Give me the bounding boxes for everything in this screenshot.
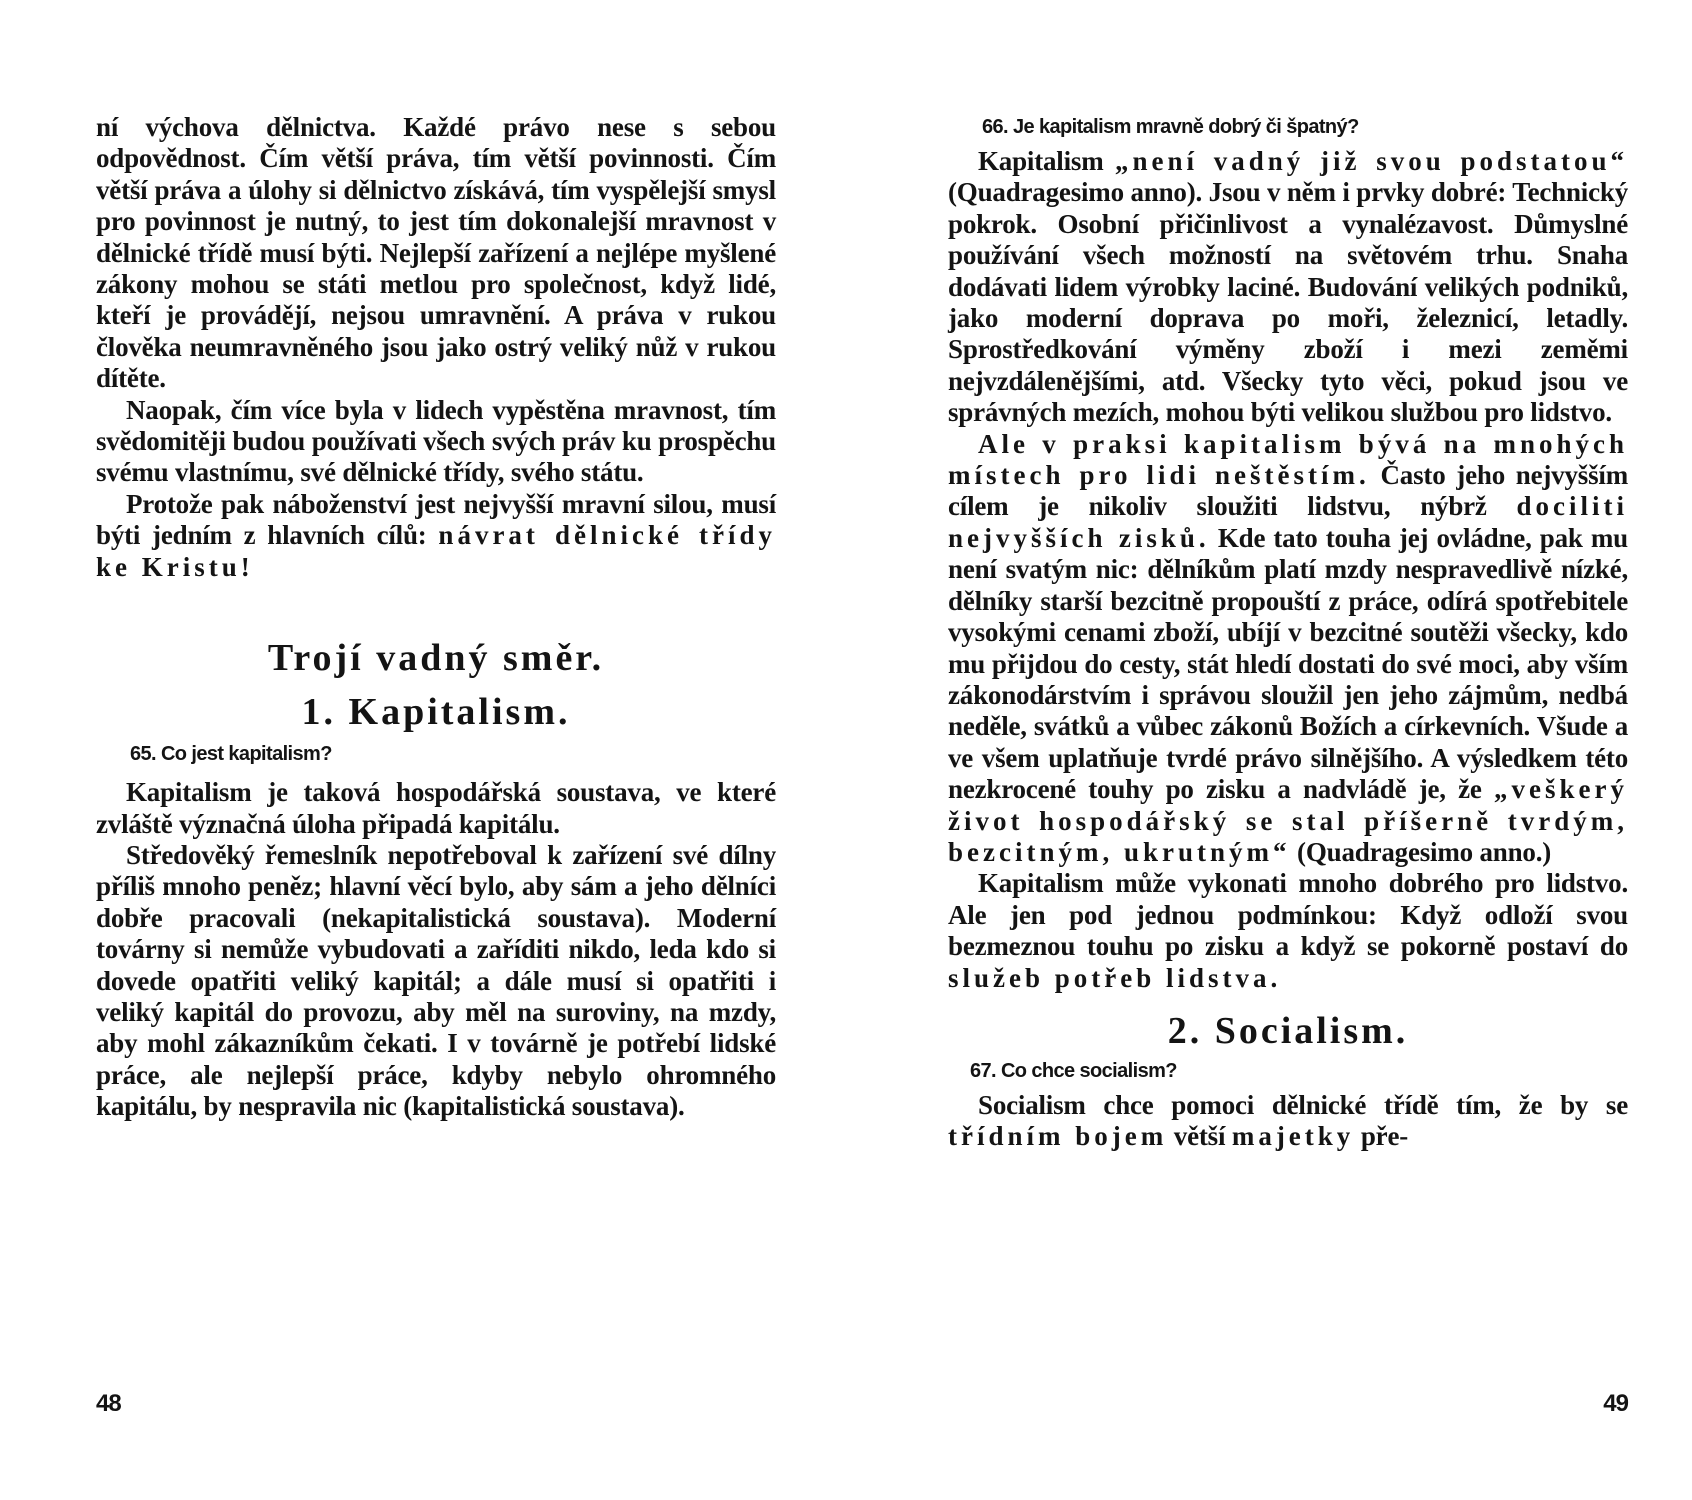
right-paragraph-3-text: Kapitalism může vykonati mnoho dobrého pro lidstvo. Ale jen pod jednou podmínkou: Když odloží svou bezmeznou touhu po zisku a když se pokorně postaví do (948, 868, 1628, 962)
right-paragraph-2-text-c: (Quadragesimo anno.) (1290, 836, 1552, 867)
left-paragraph-3 (96, 489, 776, 583)
right-paragraph-1-text-a: Kapitalism (978, 146, 1116, 176)
left-paragraph-3-text: Protože pak náboženství jest nejvyšší mravní silou, musí býti jedním z hlavních cílů: (96, 488, 776, 551)
right-paragraph-4-emphasis-1: třídním bojem (948, 1121, 1168, 1152)
right-paragraph-2-text-a: Často jeho nejvyšším cílem je nikoliv sloužiti lidstvu, nýbrž (948, 460, 1628, 522)
right-paragraph-3-emphasis: služeb potřeb lidstva. (948, 962, 1282, 993)
right-page (948, 0, 1628, 1500)
question-66: 66. Je kapitalism mravně dobrý či špatný? (982, 116, 1359, 138)
right-paragraph-1 (948, 146, 1628, 429)
section-title: Trojí vadný směr. (267, 637, 605, 680)
question-65: 65. Co jest kapitalism? (130, 743, 332, 766)
subsection-title-capitalism: 1. Kapitalism. (301, 691, 571, 734)
left-page (96, 0, 776, 1500)
right-paragraph-2-emphasis-2: dociliti nejvyšších zisků. (948, 491, 1628, 553)
right-paragraph-3 (948, 868, 1628, 994)
right-paragraph-4-text-b: větší (1167, 1121, 1232, 1152)
subsection-title-socialism: 2. Socialism. (1167, 1009, 1409, 1052)
right-paragraph-1-text-b: (Quadragesimo anno). Jsou v něm i prvky dobré: Technický pokrok. Osobní přičinlivost a vynalézavost. Důmyslné používání všech možností na světovém trhu. Snaha dodávati lidem výrobky laciné. Budování velikých podniků, jako moderní doprava po moři, železnicí, letadly. Sprostředkování výměny zboží i mezi zeměmi nejvzdálenějšími, atd. Všecky tyto věci, pokud jsou ve správných mezích, mohou býti velikou službou pro lidstvo. (948, 177, 1628, 428)
right-paragraph-4-text-a: Socialism chce pomoci dělnické třídě tím, že by se (978, 1089, 1628, 1120)
right-paragraph-4-emphasis-2: majetky (1231, 1121, 1355, 1152)
left-paragraph-3-emphasis: návrat dělnické třídy ke Kristu! (96, 520, 776, 582)
question-67: 67. Co chce socialism? (970, 1059, 1177, 1082)
page-number-right: 49 (1603, 1390, 1628, 1417)
right-paragraph-2-text-b: Kde tato touha jej ovládne, pak mu není svatým nic: dělníkům platí mzdy nespravedlivě nízké, dělníky starší bezcitně propouští z práce, odírá spotřebitele vysokými cenami zboží, ubíjí v bezcitné soutěži všecky, kdo mu přijdou do cesty, stát hledí dostati do své moci, aby vším zákonodárstvím i správou sloužil jen jeho zájmům, nedbá neděle, svátků a vůbec zákonů Božích a církevních. Všude a ve všem uplatňuje tvrdé právo silnějšího. A výsledkem této nezkrocené touhy po zisku a nadvládě je, že (948, 522, 1628, 805)
right-paragraph-2-quote: „veškerý život hospodářský se stal příšerně tvrdým, bezcitným, ukrutným“ (948, 774, 1628, 867)
left-paragraph-4: Kapitalism je taková hospodářská soustava, ve které zvláště význačná úloha připadá kapitálu. (96, 777, 776, 839)
right-paragraph-1-quote: „není vadný již svou podstatou“ (1115, 146, 1628, 176)
left-paragraph-1: ní výchova dělnictva. Každé právo nese s sebou odpovědnost. Čím větší práva, tím větší povinnosti. Čím větší práva a úlohy si dělnictvo získává, tím vyspělejší smysl pro povinnost je nutný, to jest tím dokonalejší mravnost v dělnické třídě musí býti. Nejlepší zařízení a nejlépe myšlené zákony mohou se státi metlou pro společnost, když lidé, kteří je provádějí, nejsou umravnění. A práva v rukou člověka neumravněného jsou jako ostrý veliký nůž v rukou dítěte. (96, 112, 776, 394)
left-paragraph-2: Naopak, čím více byla v lidech vypěstěna mravnost, tím svědomitěji budou používati všech svých práv ku prospěchu svému vlastnímu, své dělnické třídy, svého státu. (96, 394, 776, 488)
right-paragraph-2 (948, 429, 1628, 869)
right-paragraph-4-text-c: pře- (1354, 1121, 1409, 1152)
right-paragraph-2-emphasis-1: Ale v praksi kapitalism bývá na mnohých místech pro lidi neštěstím. (948, 428, 1628, 491)
left-paragraph-5: Středověký řemeslník nepotřeboval k zařízení své dílny příliš mnoho peněz; hlavní věcí bylo, aby sám a jeho dělníci dobře pracovali (nekapitalistická soustava). Moderní továrny si nemůže vybudovati a zaříditi nikdo, leda kdo si dovede opatřiti veliký kapitál; a dále musí si opatřiti i veliký kapitál do provozu, aby měl na suroviny, na mzdy, aby mohl zákazníkům čekati. I v továrně je potřebí lidské práce, ale nejlepší práce, kdyby nebylo ohromného kapitálu, by nespravila nic (kapitalistická soustava). (96, 839, 776, 1122)
page-number-left: 48 (96, 1390, 121, 1417)
right-paragraph-4 (948, 1090, 1628, 1153)
